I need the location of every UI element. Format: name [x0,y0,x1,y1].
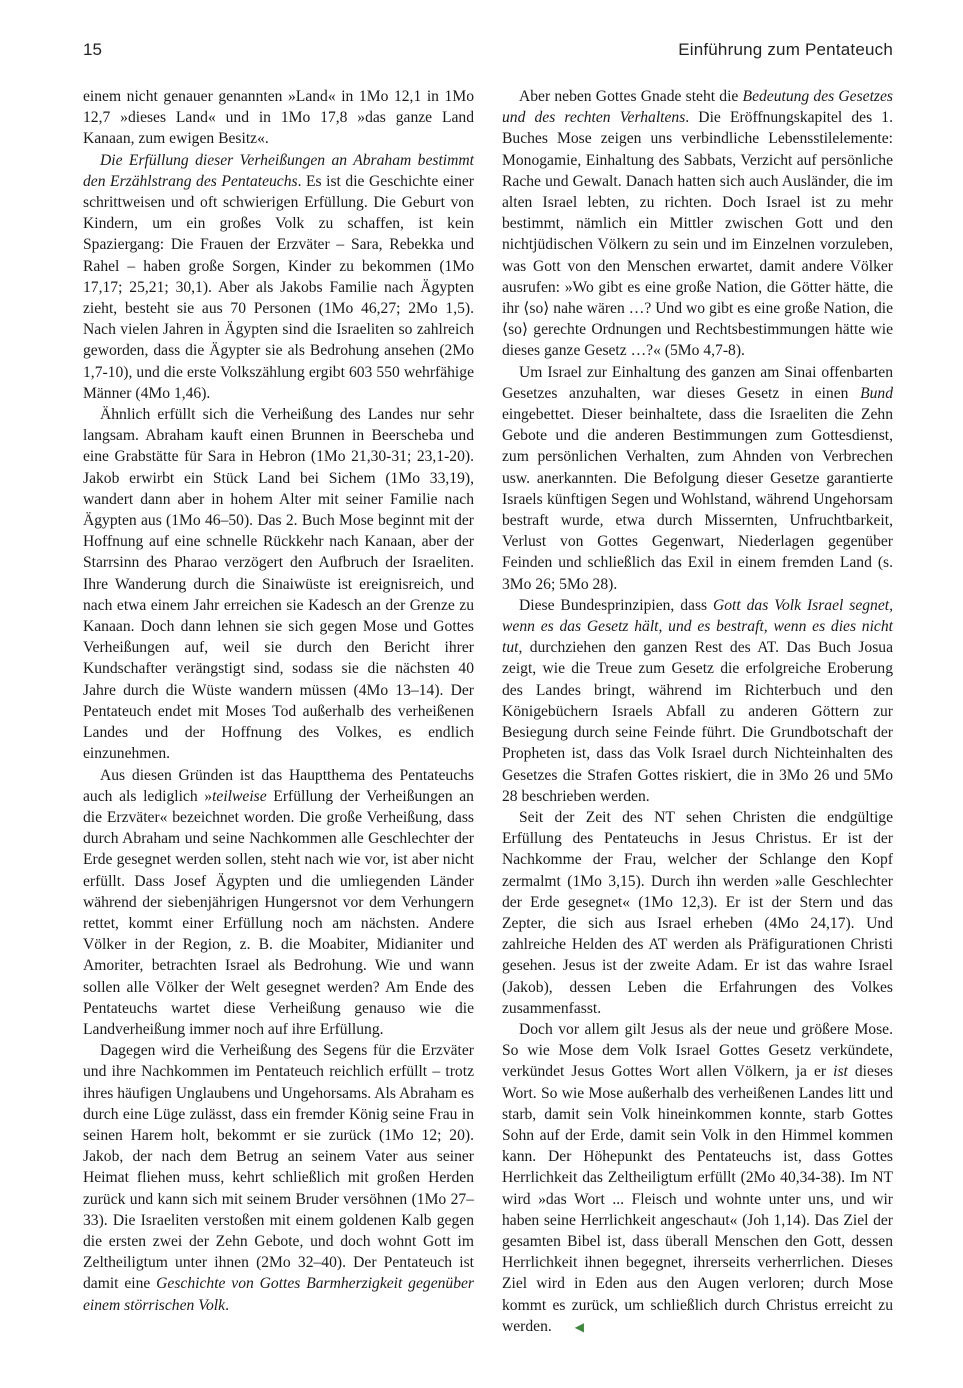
paragraph: Aber neben Gottes Gnade steht die Bedeutung des Gesetzes und des rechten Verhaltens. Die Eröffnungskapitel des 1. Buches Mose zeigen uns verbindliche Lebensstilelemente: Monogamie, Einhaltung des Sabbats, Verzicht auf persönliche Rache und Gewalt. Danach hatten sich auch Ausländer, die im alten Israel lebten, zu richten. Doch Israel ist zu mehr bestimmt, nämlich ein Mittler zwischen Gott und den nichtjüdischen Völkern zu sein und im Einzelnen vorzuleben, was Gott von den Menschen erwartet, damit andere Völker ausrufen: »Wo gibt es eine große Nation, die Götter hätte, die ihr ⟨so⟩ nahe wären …? Und wo gibt es eine große Nation, die ⟨so⟩ gerechte Ordnungen und Rechtsbestimmungen hätte wie dieses ganze Gesetz …?« (5Mo 4,7-8). [502,88,893,360]
paragraph: Diese Bundesprinzipien, dass Gott das Volk Israel segnet, wenn es das Gesetz hält, und es bestraft, wenn es dies nicht tut, durchziehen den ganzen Rest des AT. Das Buch Josua zeigt, wie die Treue zum Gesetz die erfolgreiche Eroberung des Landes bringt, während im Richterbuch und den Königebüchern Israels Abfall zu anderen Göttern zur Besiegung durch seine Feinde führt. Die Grundbotschaft der Propheten ist, dass das Volk Israel durch Nichteinhalten des Gesetzes die Strafen Gottes riskiert, die in 3Mo 26 und 5Mo 28 beschrieben werden. [502,596,893,805]
paragraph: einem nicht genauer genannten »Land« in 1Mo 12,1 in 1Mo 12,7 »dieses Land« und in 1Mo 17,8 »das ganze Land Kanaan, zum ewigen Besitz«. [83,88,474,148]
running-title: Einführung zum Pentateuch [678,40,893,59]
left-column [83,86,474,1338]
paragraph: Dagegen wird die Verheißung des Segens für die Erzväter und ihre Nachkommen im Pentateuch reichlich erfüllt – trotz ihres häufigen Unglaubens und Ungehorsams. Als Abraham es durch eine Lüge zulässt, dass ein fremder König seine Frau in seinen Harem holt, bekommt er sie zurück (1Mo 12; 20). Jakob, der nach dem Betrug an seinem Vater aus seiner Heimat fliehen muss, kehrt schließlich mit großen Herden zurück und kann sich mit seinem Bruder versöhnen (1Mo 27–33). Die Israeliten verstoßen mit einem goldenen Kalb gegen die ersten zwei der Zehn Gebote, und doch wohnt Gott im Zeltheiligtum unter ihnen (2Mo 32–40). Der Pentateuch ist damit eine Geschichte von Gottes Barmherzigkeit gegenüber einem störrischen Volk. [83,1042,474,1314]
paragraph: Doch vor allem gilt Jesus als der neue und größere Mose. So wie Mose dem Volk Israel Gottes Gesetz verkündete, verkündet Jesus Gottes Wort allen Völkern, ja er ist dieses Wort. So wie Mose außerhalb des verheißenen Landes litt und starb, damit sein Volk hineinkommen konnte, starb Gottes Sohn auf der Erde, damit sein Volk in den Himmel kommen kann. Der Höhepunkt des Pentateuchs ist, dass Gottes Herrlichkeit das Zeltheiligtum erfüllt (2Mo 40,34-38). Im NT wird »das Wort ... Fleisch und wohnte unter uns, und wir haben seine Herrlichkeit angeschaut« (Joh 1,14). Das Ziel der gesamten Bibel ist, dass überall Menschen den Gott, dessen Herrlichkeit ihnen begegnet, ihrerseits verherrlichen. Dieses Ziel wird in Eden aus den Augen verloren; durch Mose kommt es zurück, um schließlich durch Christus erreicht zu werden. ◀ [502,1019,893,1338]
page-header [0,30,963,70]
page-number: 15 [83,40,102,59]
emphasis: Gott das Volk Israel segnet, wenn es das Gesetz hält, und es bestraft, wenn es dies nicht tut [502,596,893,657]
emphasis: teilweise [212,787,267,805]
paragraph: Aus diesen Gründen ist das Hauptthema des Pentateuchs auch als lediglich »teilweise Erfüllung der Verheißungen an die Erzväter« bezeichnet worden. Die große Verheißung, dass durch Abraham und seine Nachkommen alle Geschlechter der Erde gesegnet werden sollen, steht nach wie vor, ist aber nicht erfüllt. Dass Josef Ägypten und die umliegenden Länder während der siebenjährigen Hungersnot vor dem Verhungern rettet, kommt einer Erfüllung noch am nächsten. Andere Völker in der Region, z. B. die Moabiter, Midianiter und Amoriter, betrachten Israel als Bedrohung. Wie und wann sollen alle Völker der Welt gesegnet werden? Am Ende des Pentateuchs wartet diese Verheißung genauso wie die Landverheißung immer noch auf ihre Erfüllung. [83,766,474,1038]
paragraph: Um Israel zur Einhaltung des ganzen am Sinai offenbarten Gesetzes anzuhalten, war dieses Gesetz in einen Bund eingebettet. Dieser beinhaltete, dass die Israeliten die Zehn Gebote und die anderen Bestimmungen zum Gottesdienst, zum persönlichen Verhalten, zum Ahnden von Verbrechen usw. anerkannten. Die Befolgung dieser Gesetze garantierte Israels künftigen Segen und Wohlstand, während Ungehorsam bestraft wurde, etwa durch Missernten, Unfruchtbarkeit, Verlust von Gottes Gegenwart, Niederlagen gegenüber Feinden und schließlich das Exil in einem fremden Land (s. 3Mo 26; 5Mo 28). [502,363,893,593]
emphasis: ist [833,1063,848,1081]
right-column [502,86,893,1338]
text-columns [83,86,893,1338]
emphasis: Bund [860,384,893,402]
end-triangle-icon: ◀ [574,1319,585,1334]
emphasis: Bedeutung des Gesetzes und des rechten Verhaltens [502,88,893,127]
emphasis: Die Erfüllung dieser Verheißungen an Abraham bestimmt den Erzählstrang des Pentateuchs [83,151,474,190]
paragraph: Ähnlich erfüllt sich die Verheißung des Landes nur sehr langsam. Abraham kauft einen Brunnen in Beerscheba und eine Grabstätte für Sara in Hebron (1Mo 21,30-31; 23,1-20). Jakob erwirbt ein Stück Land bei Sichem (1Mo 33,19), wandert dann aber in hohem Alter mit seiner Familie nach Ägypten aus (1Mo 46–50). Das 2. Buch Mose beginnt mit der Hoffnung auf eine schnelle Rückkehr nach Kanaan, aber der Starrsinn des Pharao verzögert den Aufbruch der Israeliten. Ihre Wanderung durch die Sinaiwüste ist ereignisreich, und nach etwa einem Jahr erreichen sie Kadesch an der Grenze zu Kanaan. Doch dann lehnen sie sich gegen Mose und Gottes Verheißungen auf, weil sie durch den Bericht ihrer Kundschafter verängstigt sind, sodass sie die nächsten 40 Jahre durch die Wüste wandern müssen (4Mo 13–14). Der Pentateuch endet mit Moses Tod außerhalb des verheißenen Landes und der Hoffnung des Volkes, es endlich einzunehmen. [83,406,474,763]
paragraph: Die Erfüllung dieser Verheißungen an Abraham bestimmt den Erzählstrang des Pentateuchs. Es ist die Geschichte einer schrittweisen und oft schwierigen Erfüllung. Die Geburt von Kindern, um ein großes Volk zu schaffen, ist kein Spaziergang: Die Frauen der Erzväter – Sara, Rebekka und Rahel – haben große Sorgen, Kinder zu bekommen (1Mo 17,17; 25,21; 30,1). Aber als Jakobs Familie nach Ägypten zieht, besteht sie aus 70 Personen (1Mo 46,27; 2Mo 1,5). Nach vielen Jahren in Ägypten sind die Israeliten so zahlreich geworden, dass die Ägypter sie als Bedrohung ansehen (2Mo 1,7-10), und die erste Volkszählung ergibt 603 550 wehrfähige Männer (4Mo 1,46). [83,151,474,402]
paragraph: Seit der Zeit des NT sehen Christen die endgültige Erfüllung des Pentateuchs in Jesus Christus. Er ist der Nachkomme der Frau, welcher der Schlange den Kopf zermalmt (1Mo 3,15). Durch ihn werden »alle Geschlechter der Erde gesegnet« (1Mo 12,3). Er ist der Stern und das Zepter, die sich aus Israel erheben (4Mo 24,17). Und zahlreiche Helden des AT werden als Präfigurationen Christi gesehen. Jesus ist der zweite Adam. Er ist das wahre Israel (Jakob), dessen Leben die Erfahrungen des Volkes zusammenfasst. [502,808,893,1017]
emphasis: Geschichte von Gottes Barmherzigkeit gegenüber einem störrischen Volk [83,1275,474,1314]
